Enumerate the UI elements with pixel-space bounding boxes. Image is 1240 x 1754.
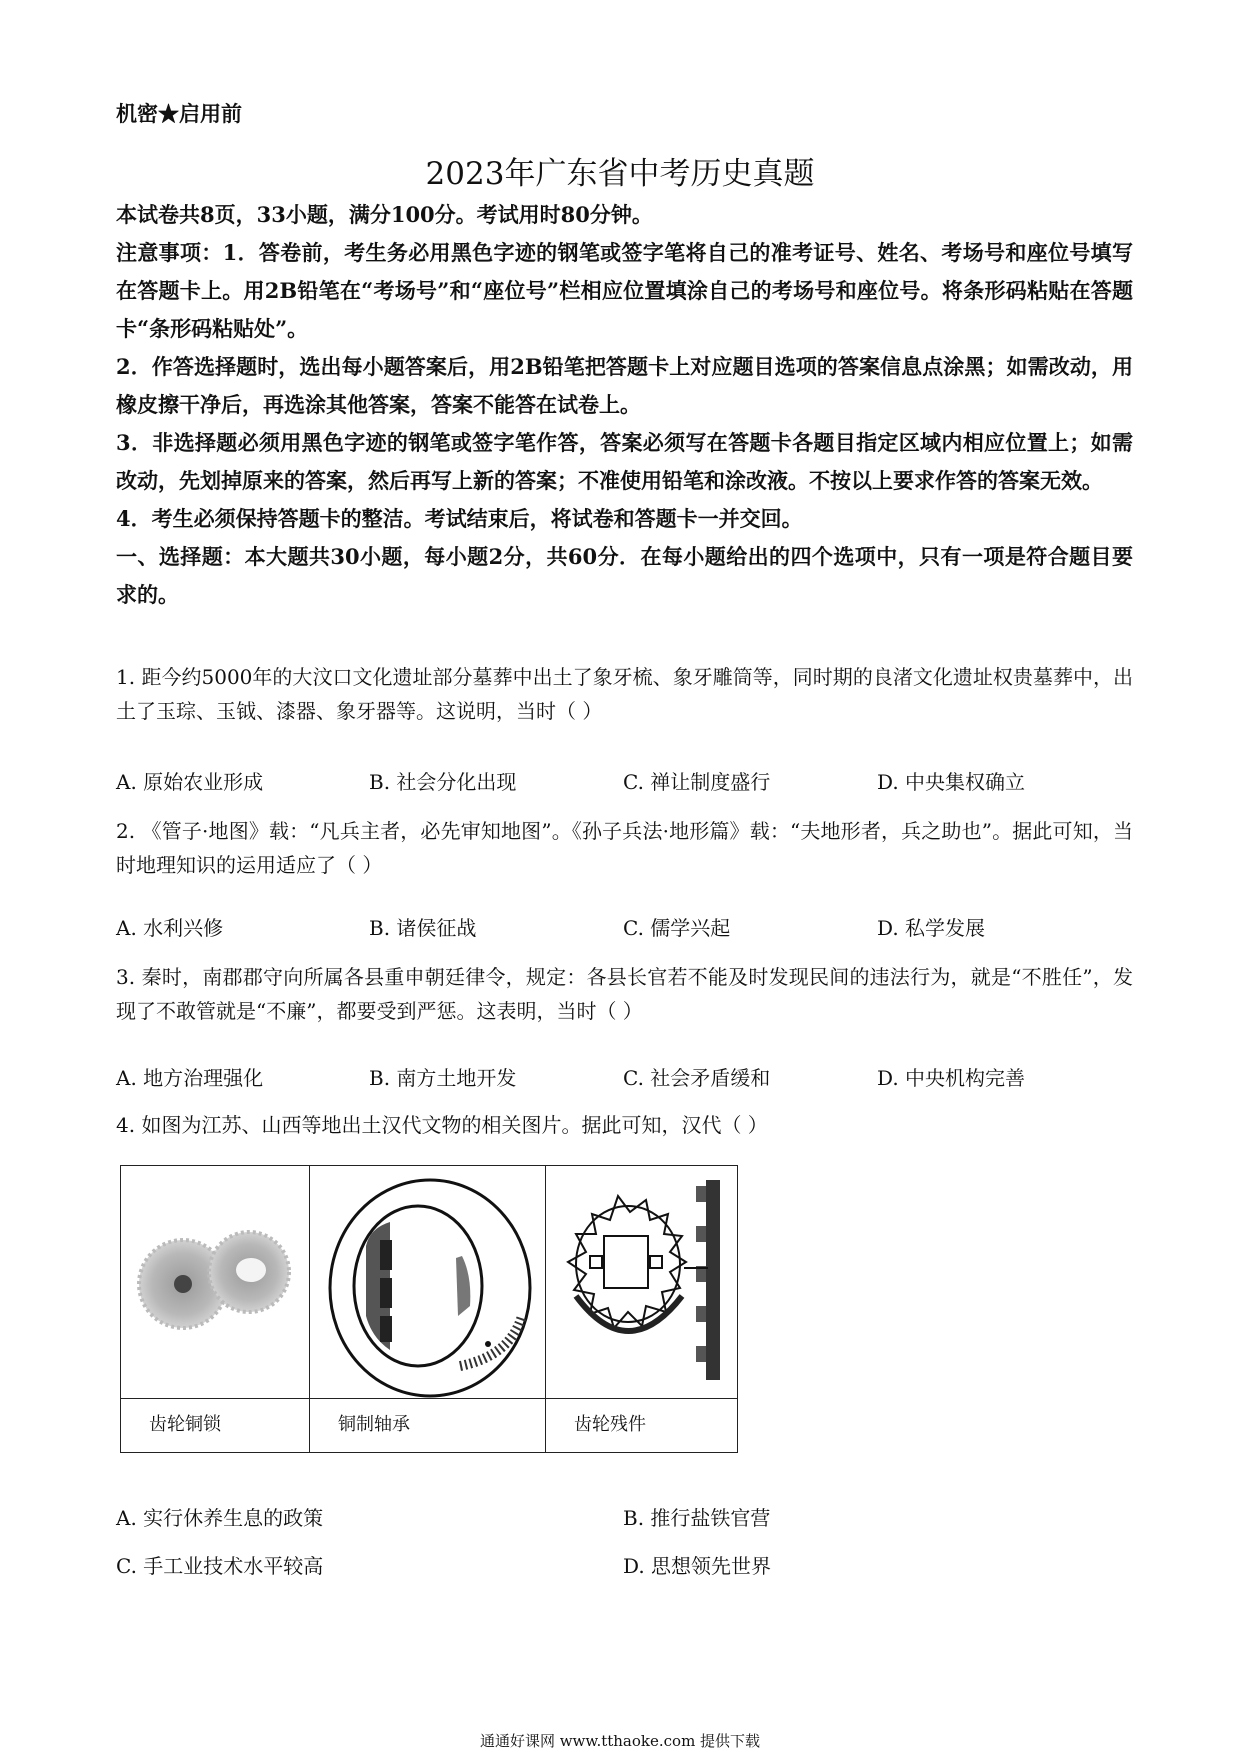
page-title: 2023年广东省中考历史真题 <box>425 156 815 192</box>
figure-cell-gear-fragment <box>545 1166 737 1452</box>
bronze-bearing-image <box>310 1166 545 1398</box>
q3-option-a: A. 地方治理强化 <box>116 1066 264 1090</box>
exam-summary: 本试卷共8页，33小题，满分100分。考试用时80分钟。 <box>116 202 653 227</box>
question-4-stem: 4. 如图为江苏、山西等地出土汉代文物的相关图片。据此可知，汉代（ ） <box>116 1113 768 1137</box>
q2-option-b: B. 诸侯征战 <box>369 916 477 940</box>
q3-option-d: D. 中央机构完善 <box>877 1066 1026 1090</box>
question-2-options <box>116 912 1133 940</box>
note-1: 注意事项：1．答卷前，考生务必用黑色字迹的钢笔或签字笔将自己的准考证号、姓名、考场号和座位号填写在答题卡上。用2B铅笔在“考场号”和“座位号”栏相应位置填涂自己的考场号和座位号。将条形码粘贴在答题卡“条形码粘贴处”。 <box>116 240 1133 341</box>
q3-option-c: C. 社会矛盾缓和 <box>623 1066 771 1090</box>
note-3: 3．非选择题必须用黑色字迹的钢笔或签字笔作答，答案必须写在答题卡各题目指定区域内相应位置上；如需改动，先划掉原来的答案，然后再写上新的答案；不准使用铅笔和涂改液。不按以上要求作答的答案无效。 <box>116 430 1133 493</box>
caption-bearing: 铜制轴承 <box>310 1398 545 1452</box>
caption-gear-fragment: 齿轮残件 <box>546 1398 737 1452</box>
q4-option-b: B. 推行盐铁官营 <box>623 1506 771 1530</box>
q3-option-b: B. 南方土地开发 <box>369 1066 517 1090</box>
question-2-stem: 2. 《管子·地图》载：“凡兵主者，必先审知地图”。《孙子兵法·地形篇》载：“夫地形者，兵之助也”。据此可知，当时地理知识的运用适应了（ ） <box>116 819 1133 877</box>
q4-option-c: C. 手工业技术水平较高 <box>116 1554 324 1578</box>
q2-option-d: D. 私学发展 <box>877 916 986 940</box>
q1-option-d: D. 中央集权确立 <box>877 770 1026 794</box>
question-4-options-row2 <box>116 1550 1133 1578</box>
question-1-options <box>116 766 1133 794</box>
page-footer: 通通好课网 www.tthaoke.com 提供下载 <box>479 1732 761 1750</box>
question-3-stem: 3. 秦时，南郡郡守向所属各县重申朝廷律令，规定：各县长官若不能及时发现民间的违法行为，就是“不胜任”，发现了不敢管就是“不廉”，都要受到严惩。这表明，当时（ ） <box>116 965 1133 1023</box>
q1-option-b: B. 社会分化出现 <box>369 770 517 794</box>
question-1-stem: 1. 距今约5000年的大汶口文化遗址部分墓葬中出土了象牙梳、象牙雕筒等，同时期的良渚文化遗址权贵墓葬中，出土了玉琮、玉钺、漆器、象牙器等。这说明，当时（ ） <box>116 665 1133 723</box>
q2-option-c: C. 儒学兴起 <box>623 916 731 940</box>
gear-lock-image <box>121 1166 309 1398</box>
figure-cell-bearing <box>309 1166 545 1452</box>
artifact-figure <box>120 1165 738 1453</box>
caption-gear-lock: 齿轮铜锁 <box>121 1398 309 1452</box>
instructions <box>116 196 1133 614</box>
figure-cell-gear-lock <box>121 1166 309 1452</box>
q2-option-a: A. 水利兴修 <box>116 916 224 940</box>
secret-mark: 机密★启用前 <box>116 101 242 126</box>
note-4: 4．考生必须保持答题卡的整洁。考试结束后，将试卷和答题卡一并交回。 <box>116 506 803 531</box>
q1-option-c: C. 禅让制度盛行 <box>623 770 771 794</box>
question-3-options <box>116 1062 1133 1090</box>
q1-option-a: A. 原始农业形成 <box>116 770 264 794</box>
q4-option-a: A. 实行休养生息的政策 <box>116 1506 324 1530</box>
q4-option-d: D. 思想领先世界 <box>623 1554 772 1578</box>
gear-fragment-image <box>546 1166 737 1398</box>
note-2: 2．作答选择题时，选出每小题答案后，用2B铅笔把答题卡上对应题目选项的答案信息点涂黑；如需改动，用橡皮擦干净后，再选涂其他答案，答案不能答在试卷上。 <box>116 354 1133 417</box>
section-heading: 一、选择题：本大题共30小题，每小题2分，共60分．在每小题给出的四个选项中，只有一项是符合题目要求的。 <box>116 544 1133 607</box>
question-4-options-row1 <box>116 1502 1133 1530</box>
